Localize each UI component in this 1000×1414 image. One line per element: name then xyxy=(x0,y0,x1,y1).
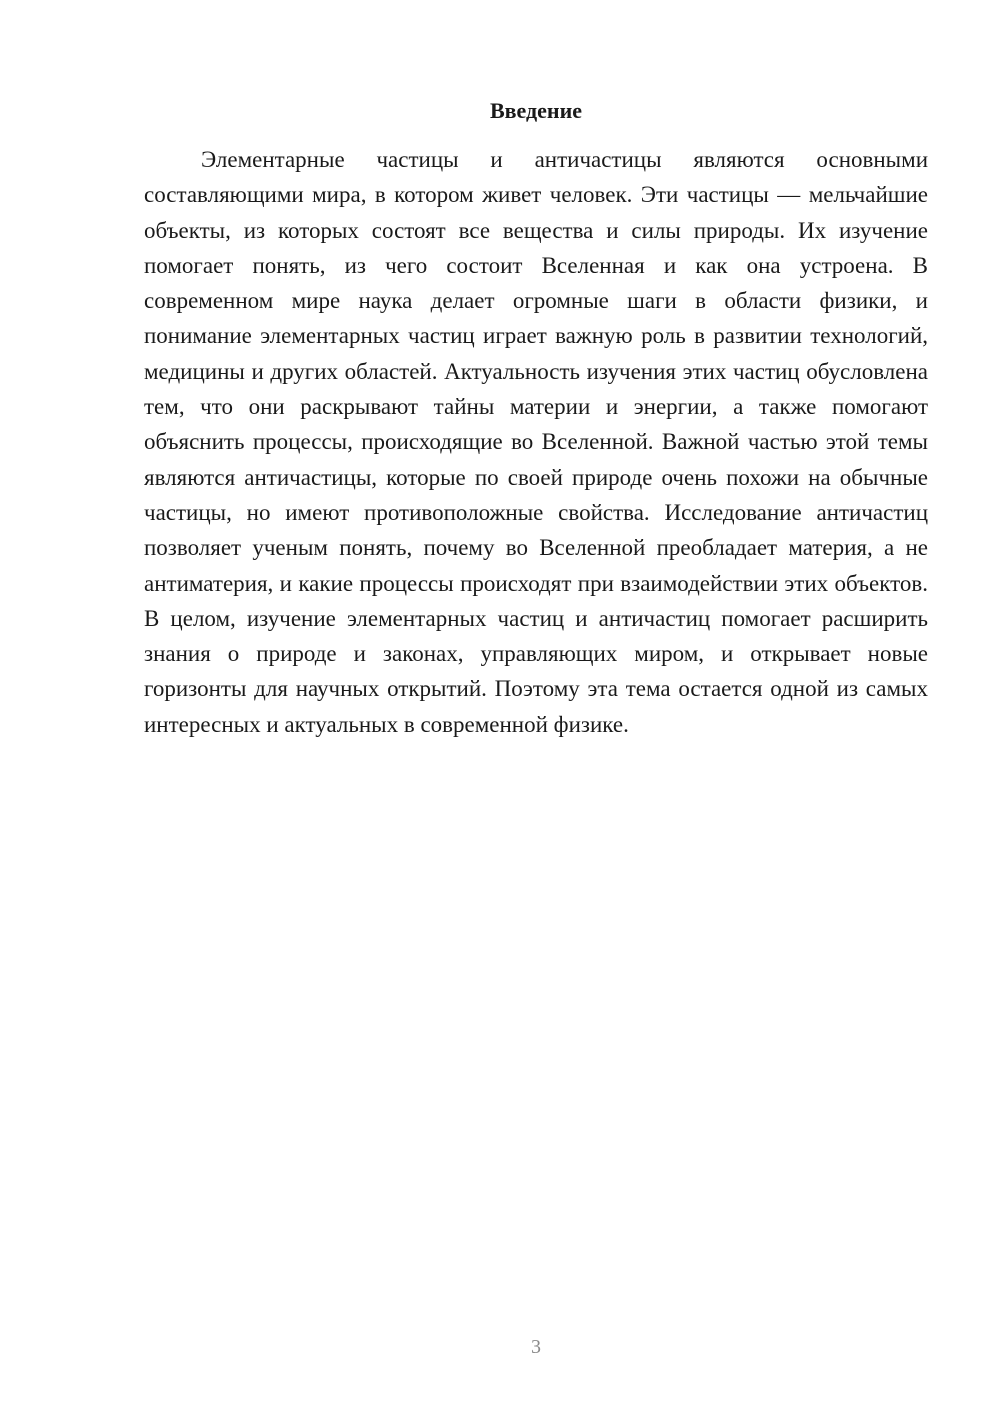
page-number: 3 xyxy=(531,1336,541,1358)
body-paragraph: Элементарные частицы и античастицы являются основными составляющими мира, в котором живет человек. Эти частицы — мельчайшие объекты, из которых состоят все вещества и силы природы. Их изучение помогает понять, из чего состоит Вселенная и как она устроена. В современном мире наука делает огромные шаги в области физики, и понимание элементарных частиц играет важную роль в развитии технологий, медицины и других областей. Актуальность изучения этих частиц обусловлена тем, что они раскрывают тайны материи и энергии, а также помогают объяснить процессы, происходящие во Вселенной. Важной частью этой темы являются античастицы, которые по своей природе очень похожи на обычные частицы, но имеют противоположные свойства. Исследование античастиц позволяет ученым понять, почему во Вселенной преобладает материя, а не антиматерия, и какие процессы происходят при взаимодействии этих объектов. В целом, изучение элементарных частиц и античастиц помогает расширить знания о природе и законах, управляющих миром, и открывает новые горизонты для научных открытий. Поэтому эта тема остается одной из самых интересных и актуальных в современной физике. xyxy=(144,147,928,737)
section-heading: Введение xyxy=(489,98,583,123)
